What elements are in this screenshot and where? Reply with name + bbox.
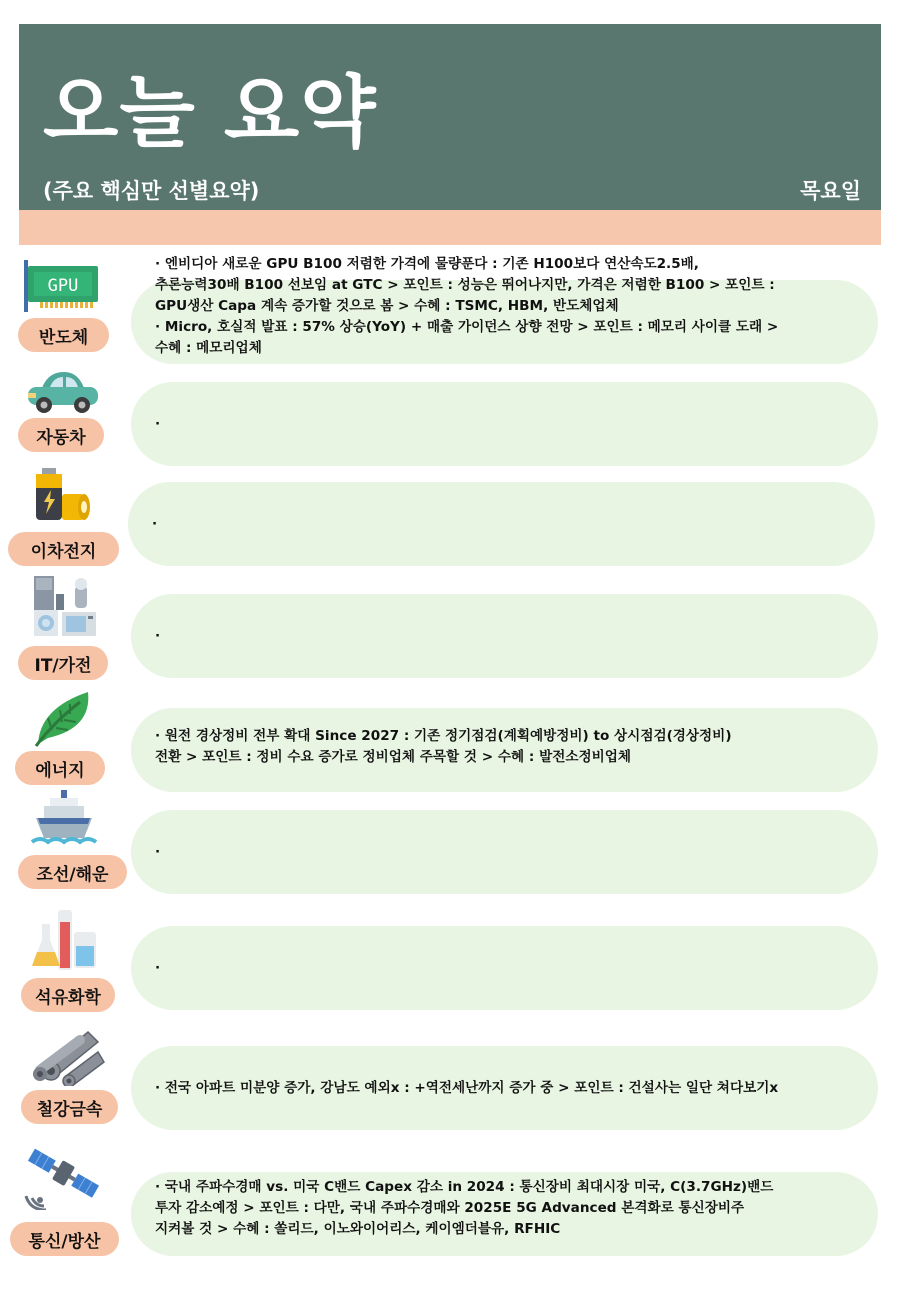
- sector-label: 철강금속: [21, 1090, 118, 1124]
- accent-bar: [19, 210, 881, 245]
- sector-label: 에너지: [15, 751, 105, 785]
- sector-label: 자동차: [18, 418, 104, 452]
- summary-text: · 전국 아파트 미분양 증가, 강남도 예외x : +역전세난까지 증가 중 > 포인트 : 건설사는 일단 쳐다보기x: [155, 1079, 779, 1096]
- day-of-week: 목요일: [800, 179, 861, 203]
- lab-flasks-icon: [18, 906, 108, 968]
- leaf-icon: [18, 688, 108, 750]
- sector-label: 반도체: [18, 318, 109, 352]
- sector-label: IT/가전: [18, 646, 108, 680]
- summary-text: ·: [155, 627, 161, 644]
- summary-box: [131, 1046, 878, 1130]
- battery-icon: [18, 464, 108, 526]
- sector-label: 조선/해운: [18, 855, 127, 889]
- gpu-card-icon: [18, 258, 108, 320]
- ship-icon: [18, 788, 108, 850]
- summary-text: · 국내 주파수경매 vs. 미국 C밴드 Capex 감소 in 2024 : 통신장비 최대시장 미국, C(3.7GHz)밴드 투자 감소예정 > 포인트 : 다만, 국내 주파수경매와 2025E 5G Advanced 본격화로 통신장비주 지켜볼 것 > 수혜 : 쏠리드, 이노와이어리스, 케이엠더블유, RFHIC: [155, 1178, 774, 1237]
- summary-box: [131, 594, 878, 678]
- summary-text: ·: [155, 415, 161, 432]
- header-banner: [19, 24, 881, 210]
- summary-text: ·: [155, 959, 161, 976]
- summary-box: [131, 382, 878, 466]
- steel-pipes-icon: [18, 1024, 108, 1086]
- sector-label: 통신/방산: [10, 1222, 119, 1256]
- summary-text: ·: [152, 515, 158, 532]
- satellite-icon: [18, 1144, 108, 1206]
- summary-box: [131, 810, 878, 894]
- page-subtitle: (주요 핵심만 선별요약): [43, 179, 260, 203]
- summary-text: ·: [155, 843, 161, 860]
- summary-box: [131, 1172, 878, 1256]
- summary-text: · 엔비디아 새로운 GPU B100 저렴한 가격에 물량푼다 : 기존 H100보다 연산속도2.5배, 추론능력30배 B100 선보임 at GTC > 포인트 : 성능은 뛰어나지만, 가격은 저렴한 B100 > 포인트 : GPU생산 Capa 계속 증가할 것으로 봄 > 수혜 : TSMC, HBM, 반도체업체 · Micro, 호실적 발표 : 57% 상승(YoY) + 매출 가이던스 상향 전망 > 포인트 : 메모리 사이클 도래 > 수혜 : 메모리업체: [155, 255, 779, 356]
- page-title: 오늘 요약: [43, 68, 377, 158]
- summary-box: [131, 926, 878, 1010]
- appliances-icon: [18, 574, 108, 636]
- summary-box: [131, 255, 878, 364]
- summary-box: [128, 482, 875, 566]
- sector-label: 이차전지: [8, 532, 119, 566]
- summary-text: · 원전 경상정비 전부 확대 Since 2027 : 기존 정기점검(계획예방정비) to 상시점검(경상정비) 전환 > 포인트 : 정비 수요 증가로 정비업체 주목할 것 > 수혜 : 발전소정비업체: [155, 728, 732, 765]
- summary-box: [131, 708, 878, 792]
- sector-label: 석유화학: [21, 978, 115, 1012]
- svg-text:GPU: GPU: [47, 276, 79, 296]
